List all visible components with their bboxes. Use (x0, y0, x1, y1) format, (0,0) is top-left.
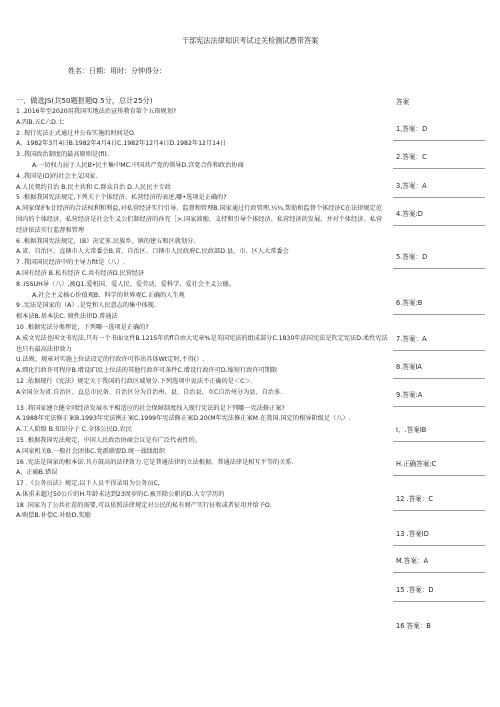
question-text: 18 .国家为了公共社茬的需要,可以依照法律规定对公民的私有财产实行征收或者征用并给予O. (16, 501, 272, 509)
questions-column (16, 107, 388, 522)
question-text: 2 .现行宪法正式通过并公布实施的时间是O. (16, 129, 136, 137)
question-text: 12 .依据现行《宪法》规定关于我国的行政区域划分.下列选项中说法不正确的是＜C＞. (16, 377, 253, 385)
answer-item: 7.答案：A (396, 335, 427, 343)
answer-item: 8.答案IA (396, 363, 422, 371)
question-options: A.体重未超过50公斤的H.年龄未达到23周岁的C.被开除公职的D.大专学历的 (16, 490, 225, 498)
answer-item: 15 .答案：D (396, 586, 434, 594)
question-options: A.细化行政许可程序B.增设iΓl反上位法的其他行政许可条件C.增设行政许可D.缩短行政许可期限 (16, 367, 278, 375)
answer-item: I、.答案IB (396, 426, 427, 434)
question-options: A.省、自治区、直辖市人大常委会B.省、自治区、口辖市人民政府C.民政部D.县、市、区人大常委会 (16, 248, 289, 256)
question-text: 7 .我国国民经济中的主导力fit是（八）. (16, 259, 125, 267)
answer-item: 9.答案:A (396, 391, 423, 399)
question-text: 15 .根据我国宪法规定，中国人民政治协商会议是有广泛代表性的。 (16, 436, 202, 444)
answers-header: 答案 (396, 98, 410, 106)
answer-item: 1,答案：D (396, 125, 428, 133)
question-text: 10 .根据宪法分类理论，下列哪一选项是正确的? (16, 323, 149, 331)
question-text: 5 .根据我国宪法规定,下列关于个体经济、私营经济的表述,哪•选项是正确的? (16, 194, 227, 202)
question-text: 4 .我国是(D)的社会主义国家. (16, 172, 98, 180)
question-text: 9 .宪法是国家的（A）.是党和人民意志的集中体现. (16, 302, 156, 310)
answer-item: 12 .答案：C (396, 495, 433, 503)
question-options: A、正确B.错误 (16, 469, 58, 477)
question-options: A.人民契约自治 B.民主共和 C.群众自治 D.人民民主专政 (16, 183, 171, 191)
page-title: 干部宪法法律知识考试过关检测试愚带答案 (181, 36, 319, 45)
question-options: A.购偿B.补偿C.补助D.奖励 (16, 512, 91, 520)
question-options: A全国分为省.自治区、直总市民备、自治区分为自治州、县、自治县、市C自治州分为县、自治多. (16, 388, 283, 396)
question-text: 3 .我国政治制度的最高原则是(fi). (16, 151, 109, 159)
candidate-info-line: 姓名：日期：用时：分钟得分： (68, 67, 166, 75)
question-options: A.1988年宪法修正案B.1993年宪法例正案C.1999年宪法修正案D.20(M年宪法修正案M.在我国.国定的根导阶级足（八）. (16, 415, 351, 423)
answer-item: 2.答案：C (396, 153, 427, 161)
question-options: 根本法B.基本法C. 般性法律D.普通法 (16, 313, 118, 321)
answer-item: 6.答案:B (396, 299, 423, 307)
question-text: 16 .宪法是国家的根本法.具方鼓高的法律效力.它是普通法律的立法根据。普通法律是相互平等的关系. (16, 458, 294, 466)
question-text: 6 .根据我国宪法规定，(B》决定多.民族乡、镇的建五和区就划分. (16, 237, 196, 245)
question-text: 17 .《公务员法》规定,以下人员不得录用为公务员C, (16, 480, 160, 488)
question-text: 13 .将国家建立健全同经济发展水平相适应的社会保障制度找入现行宪法的是下列哪一宪法修正案? (16, 404, 285, 412)
answer-item: 16 答案：B (396, 622, 431, 630)
question-options: A.四B.五C六D.七 (16, 118, 65, 126)
question-options: A.国有经济 B.私有经济 C.共有经济D.民营经济 (16, 269, 145, 277)
question-text: 8 .ISSUH导（八）,被Q1.爱机国、爱人民、爱劳动、爱科学、爱社会主义公德。 (16, 280, 235, 288)
question-text: 1 .2016年至2020用我国实地法治宣传教育第个五珞规划? (16, 108, 177, 115)
question-options: A.一切权力屈于人民B•民主集中MC.中国共产党的领导D.宫党合作和政治协商 (32, 161, 244, 169)
question-options: A.同家保护k廿经济的合法权利和利益,对私营经济实行引导、监督和管理B.国家通过行政管理,¼¾,帮助和监督个体经济C在法律规定范围内的个体经济、私营经济是社会生义公们制经济的孙充［>.国家鼓励、支持和引导个体经济、私营经济的发展，并对个体经济、私营经济依法实行监督和管理 (16, 205, 383, 234)
question-options: A.成文宪法也叫文书宪法,只有一个书面文件B.1215年的fl自由大宪章%是英国宪法的组成部分C.1830年法国宪法是钦定宪法D.柔性宪法也只有最高法律效力 (16, 334, 388, 353)
question-options: A.国家机关B.一般社会团体C.党派联盟D.统一战线组织 (16, 447, 166, 455)
answer-item: 3,答案：A (396, 182, 427, 190)
answer-item: 13 .答案ID (396, 530, 429, 538)
answer-item: 4.答案:D (396, 210, 423, 218)
answer-item: H.正确答案:C (396, 460, 437, 468)
question-options: A,社会主义核心价值观B、科学的世界观C.正确的人生观 (32, 291, 185, 299)
section-heading: 一、做选JS(共50题抠题Q.5分，总计25分) (16, 96, 153, 105)
answer-item: 5.答案：D (396, 253, 428, 261)
question-options: A、1982年3月4日B.1982年4月4日C.1982年12月4日D.1982年12月14日 (16, 140, 227, 148)
question-text: U.法规、规章对实施上位法设定的行政许可作出具体Wt定时,不得(）. (16, 356, 205, 364)
answer-item: M.答案：A (396, 557, 429, 565)
question-options: A.工人阶级 B.知识分子 C.全体公民D.农民 (16, 426, 132, 434)
